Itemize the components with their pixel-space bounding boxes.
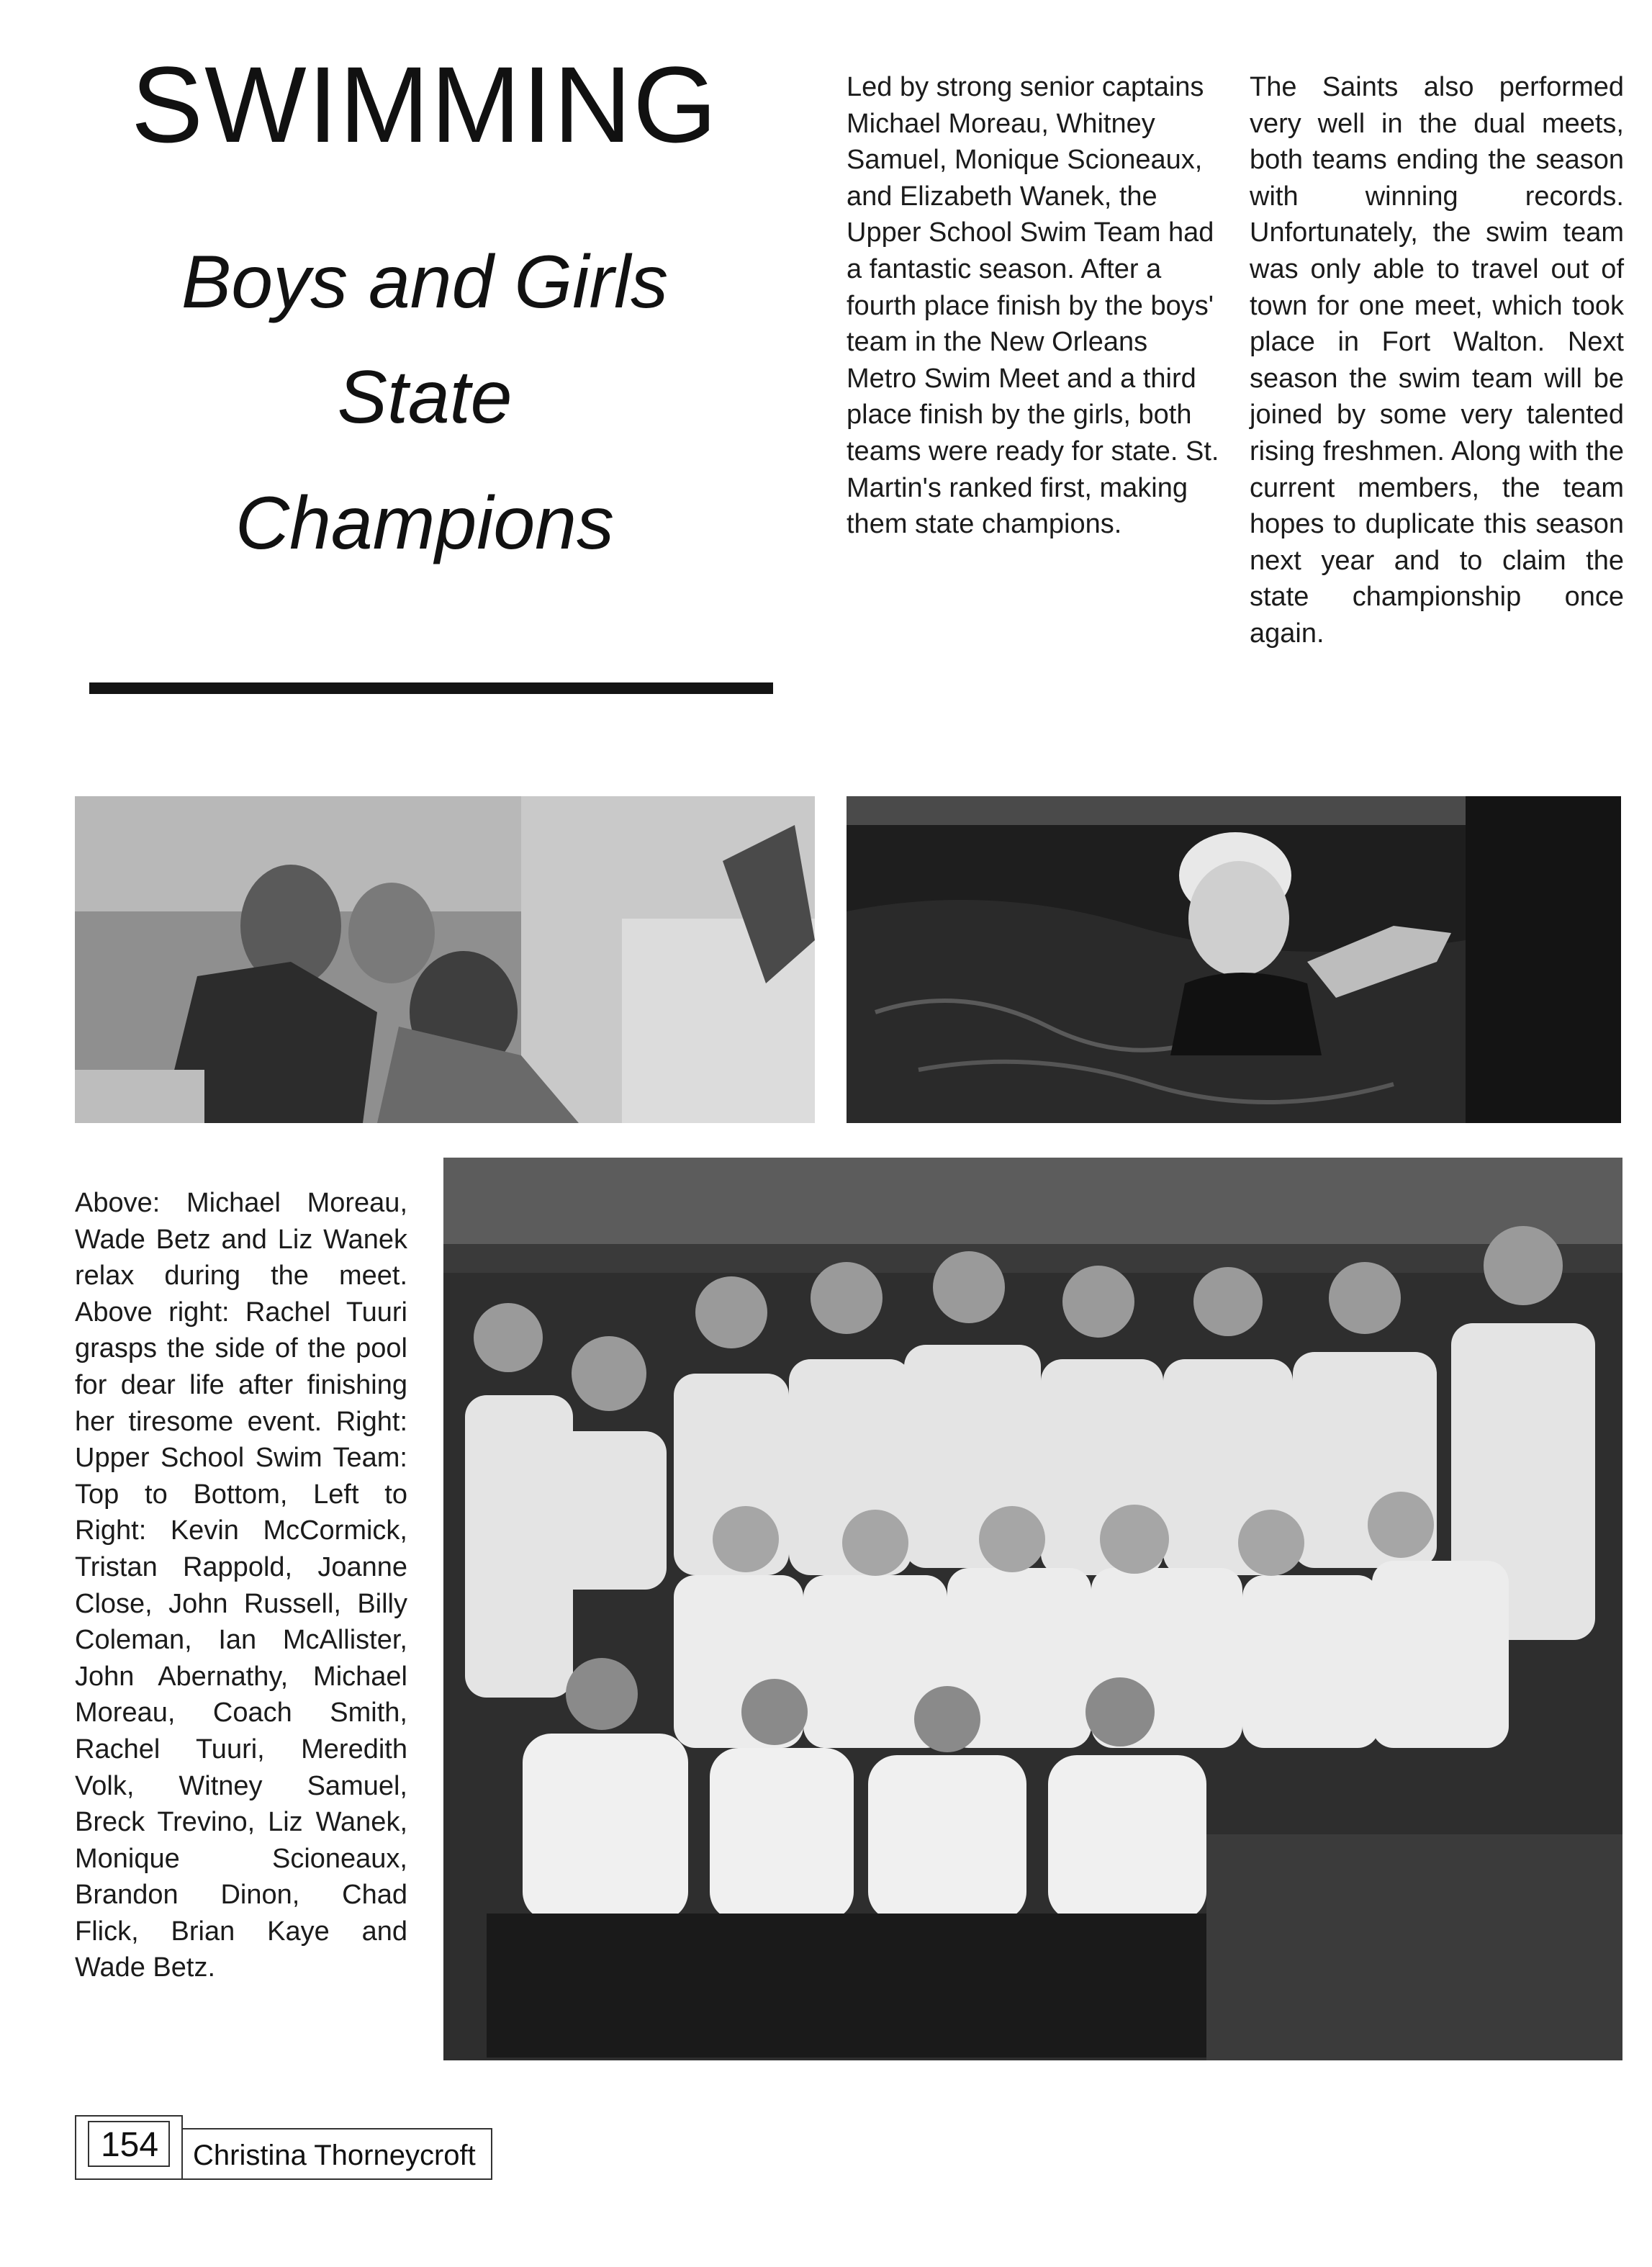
subtitle-line-3: Champions: [235, 482, 615, 565]
page-number: 154: [100, 2126, 159, 2164]
author-credit: Christina Thorneycroft: [193, 2140, 476, 2171]
article-column-2: The Saints also performed very well in the dual meets, both teams ending the season with winning records. Unfortunately, the swim team was only able to travel out of town for one meet, which took place in Fort Walton. Next season the swim team will be joined by some very talented rising freshmen. Along with the current members, the team hopes to duplicate this season next year and to claim the state championship once again.: [1250, 72, 1624, 649]
page-folio: [75, 2115, 492, 2181]
article-column-1: Led by strong senior captains Michael Moreau, Whitney Samuel, Monique Scioneaux, and Elizabeth Wanek, the Upper School Swim Team had a fantastic season. After a fourth place finish by the boys' team in the New Orleans Metro Swim Meet and a third place finish by the girls, both teams were ready for state. St. Martin's ranked first, making them state champions.: [847, 72, 1219, 540]
subtitle-line-2: State: [337, 356, 513, 439]
photo-swimmer-at-pool-edge: [847, 796, 1621, 1123]
subtitle-line-1: Boys and Girls: [181, 240, 669, 324]
photo-swimmers-relaxing: [75, 796, 815, 1123]
photo-caption: Above: Michael Moreau, Wade Betz and Liz Wanek relax during the meet. Above right: Rachel Tuuri grasps the side of the pool for dear life after finishing her tiresome event. Right: Upper School Swim Team: Top to Bottom, Left to Right: Kevin McCormick, Tristan Rappold, Joanne Close, John Russell, Billy Coleman, Ian McAllister, John Abernathy, Michael Moreau, Coach Smith, Rachel Tuuri, Meredith Volk, Witney Samuel, Breck Trevino, Liz Wanek, Monique Scioneaux, Brandon Dinon, Chad Flick, Brian Kaye and Wade Betz.: [75, 1188, 407, 1983]
photo-swim-team-group: [443, 1158, 1622, 2060]
title-divider-rule: [89, 682, 773, 694]
page-title: SWIMMING: [131, 44, 718, 165]
